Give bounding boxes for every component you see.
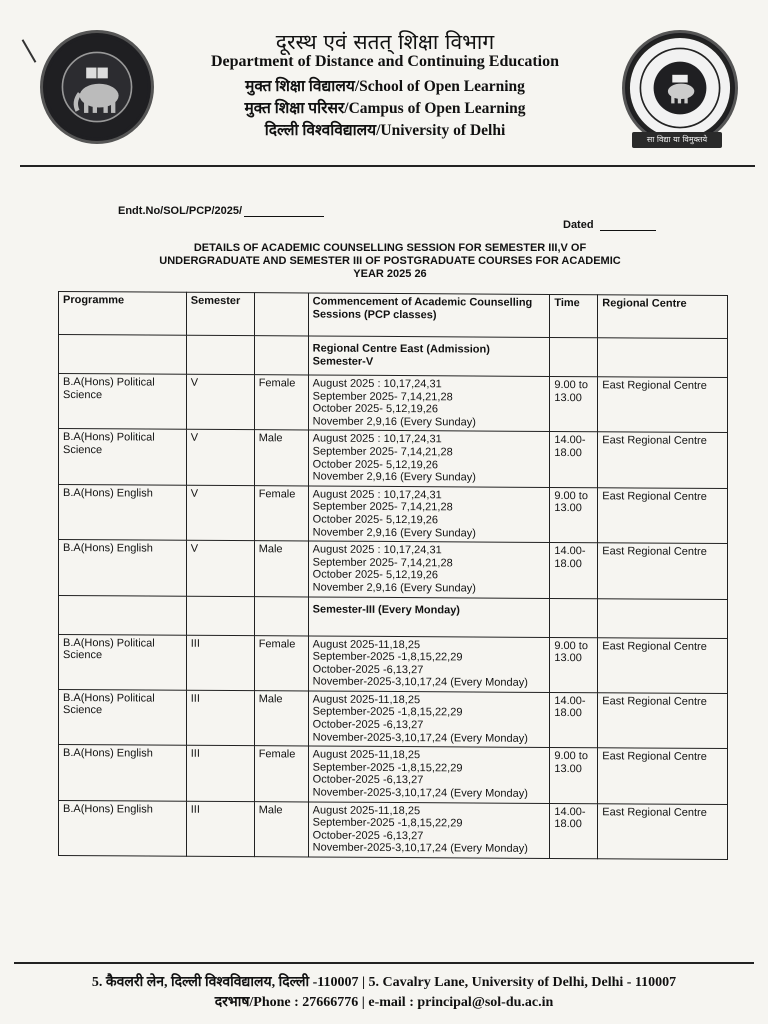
footer-divider	[14, 962, 754, 964]
gender-cell: Male	[254, 691, 308, 747]
department-name: Department of Distance and Continuing Education	[210, 53, 560, 70]
date-line: October 2025- 5,12,19,26	[312, 513, 439, 527]
programme-cell: B.A(Hons) English	[59, 540, 187, 596]
date-line: September-2025 -1,8,15,22,29	[312, 761, 463, 775]
sol-seal-icon	[625, 33, 735, 143]
date-line: October 2025- 5,12,19,26	[312, 402, 439, 416]
hindi-department-title: दूरस्थ एवं सतत् शिक्षा विभाग	[275, 30, 495, 54]
dates-cell	[308, 746, 550, 803]
title-line-3: YEAR 2025 26	[353, 268, 427, 280]
date-line: October-2025 -6,13,27	[312, 718, 424, 732]
dates-cell	[308, 691, 550, 748]
date-line: November-2025-3,10,17,24 (Every Monday)	[312, 841, 528, 856]
date-line: November 2,9,16 (Every Sunday)	[312, 470, 476, 484]
dates-cell	[308, 802, 550, 859]
gender-cell: Female	[254, 635, 308, 691]
header-regional-centre: Regional Centre	[598, 295, 728, 339]
elephant-seal-icon	[43, 33, 151, 141]
notice-title	[120, 242, 660, 281]
dates-cell	[308, 430, 550, 487]
footer-address: 5. कैवलरी लेन, दिल्ली विश्वविद्यालय, दिल्ली -110007 | 5. Cavalry Lane, University of Delhi, Delhi - 110007	[91, 975, 677, 990]
gender-cell: Male	[254, 430, 308, 486]
dates-cell	[308, 635, 550, 692]
table-row	[59, 745, 728, 804]
dates-cell	[308, 541, 550, 598]
date-line: October-2025 -6,13,27	[312, 773, 424, 787]
programme-cell: B.A(Hons) Political Science	[59, 429, 187, 485]
counselling-schedule-table	[58, 291, 728, 860]
time-cell: 14.00-18.00	[550, 803, 598, 859]
programme-cell: B.A(Hons) Political Science	[59, 634, 187, 690]
section-title: Regional Centre East (Admission) Semester-V	[308, 336, 550, 376]
table-row	[59, 634, 728, 693]
school-name: मुक्त शिक्षा विद्यालय/School of Open Learning	[245, 78, 525, 95]
date-line: September-2025 -1,8,15,22,29	[312, 816, 463, 830]
semester-cell: V	[186, 374, 254, 430]
gender-cell: Female	[254, 375, 308, 431]
date-line: August 2025 : 10,17,24,31	[312, 488, 442, 502]
header-divider	[20, 165, 755, 167]
date-line: September 2025- 7,14,21,28	[312, 445, 453, 459]
table-row	[59, 484, 728, 543]
header-time: Time	[550, 294, 598, 337]
date-line: September 2025- 7,14,21,28	[312, 390, 453, 403]
dated-label: Dated	[563, 219, 594, 231]
date-line: November 2,9,16 (Every Sunday)	[312, 581, 476, 595]
table-header-row	[59, 291, 728, 338]
date-line: September-2025 -1,8,15,22,29	[312, 650, 463, 664]
date-line: November-2025-3,10,17,24 (Every Monday)	[312, 675, 528, 690]
centre-cell: East Regional Centre	[598, 693, 728, 749]
semester-cell: III	[186, 635, 254, 691]
section-row-semester-iii	[59, 595, 728, 638]
date-line: October-2025 -6,13,27	[312, 663, 424, 676]
semester-cell: V	[186, 430, 254, 486]
table-row	[59, 540, 728, 599]
date-line: November-2025-3,10,17,24 (Every Monday)	[312, 786, 528, 800]
date-line: August 2025-11,18,25	[312, 693, 421, 707]
centre-cell: East Regional Centre	[598, 432, 728, 488]
gender-cell: Male	[254, 541, 308, 597]
date-line: September-2025 -1,8,15,22,29	[312, 705, 463, 719]
pen-mark	[22, 39, 37, 63]
date-line: August 2025 : 10,17,24,31	[312, 377, 442, 391]
sol-seal-right	[622, 30, 738, 146]
semester-cell: V	[186, 485, 254, 541]
date-line: November-2025-3,10,17,24 (Every Monday)	[312, 731, 528, 745]
dates-cell	[308, 486, 550, 543]
title-line-2: UNDERGRADUATE AND SEMESTER III OF POSTGRADUATE COURSES FOR ACADEMIC	[159, 255, 621, 267]
section-title: Semester-III (Every Monday)	[308, 596, 550, 636]
footer-contact: दरभाष/Phone : 27666776 | e-mail : principal@sol-du.ac.in	[214, 995, 554, 1010]
motto-ribbon: सा विद्या या विमुक्तये	[632, 132, 722, 148]
date-line: October 2025- 5,12,19,26	[312, 568, 439, 582]
time-cell: 9.00 to 13.00	[550, 748, 598, 804]
date-line: November 2,9,16 (Every Sunday)	[312, 415, 476, 429]
centre-cell: East Regional Centre	[598, 377, 728, 433]
semester-cell: III	[186, 690, 254, 746]
date-line: October 2025- 5,12,19,26	[312, 458, 439, 471]
date-line: August 2025 : 10,17,24,31	[312, 543, 442, 557]
time-cell: 9.00 to 13.00	[550, 487, 598, 543]
time-cell: 9.00 to 13.00	[550, 637, 598, 693]
date-line: November 2,9,16 (Every Sunday)	[312, 526, 476, 540]
date-line: August 2025-11,18,25	[312, 638, 421, 651]
time-cell: 14.00-18.00	[550, 432, 598, 488]
gender-cell: Female	[254, 746, 308, 802]
date-line: August 2025 : 10,17,24,31	[312, 432, 442, 446]
date-line: August 2025-11,18,25	[312, 804, 421, 817]
programme-cell: B.A(Hons) Political Science	[59, 689, 187, 745]
programme-cell: B.A(Hons) English	[59, 745, 187, 801]
header-gender	[254, 293, 308, 336]
programme-cell: B.A(Hons) Political Science	[59, 373, 187, 429]
header-programme: Programme	[59, 291, 187, 335]
campus-name: मुक्त शिक्षा परिसर/Campus of Open Learning	[244, 100, 526, 117]
semester-cell: III	[186, 801, 254, 857]
date-line: September 2025- 7,14,21,28	[312, 500, 453, 514]
dated-blank	[600, 230, 656, 231]
table-row	[59, 373, 728, 432]
programme-cell: B.A(Hons) English	[59, 800, 187, 856]
centre-cell: East Regional Centre	[598, 803, 728, 859]
time-cell: 9.00 to 13.00	[550, 376, 598, 432]
centre-cell: East Regional Centre	[598, 488, 728, 544]
endorsement-blank	[244, 216, 324, 217]
section-row-semester-v	[59, 334, 728, 377]
dates-cell	[308, 375, 550, 432]
time-cell: 14.00-18.00	[550, 692, 598, 748]
header-commencement: Commencement of Academic Counselling Sessions (PCP classes)	[308, 293, 550, 337]
gender-cell: Female	[254, 485, 308, 541]
date-line: October-2025 -6,13,27	[312, 829, 424, 842]
table-row	[59, 429, 728, 488]
endorsement-number	[118, 205, 324, 217]
table-row	[59, 800, 728, 859]
endorsement-label: Endt.No/SOL/PCP/2025/	[118, 205, 243, 217]
centre-cell: East Regional Centre	[598, 748, 728, 804]
header-semester: Semester	[186, 292, 254, 335]
semester-cell: V	[186, 540, 254, 596]
semester-cell: III	[186, 745, 254, 801]
time-cell: 14.00-18.00	[550, 543, 598, 599]
table-row	[59, 689, 728, 748]
centre-cell: East Regional Centre	[598, 543, 728, 599]
title-line-1: DETAILS OF ACADEMIC COUNSELLING SESSION FOR SEMESTER III,V OF	[193, 242, 587, 254]
gender-cell: Male	[254, 801, 308, 857]
date-line: August 2025-11,18,25	[312, 748, 421, 762]
dated-field	[563, 219, 656, 231]
centre-cell: East Regional Centre	[598, 637, 728, 693]
date-line: September 2025- 7,14,21,28	[312, 556, 453, 570]
university-name: दिल्ली विश्वविद्यालय/University of Delhi	[264, 122, 506, 139]
university-seal-left	[40, 30, 154, 144]
programme-cell: B.A(Hons) English	[59, 484, 187, 540]
